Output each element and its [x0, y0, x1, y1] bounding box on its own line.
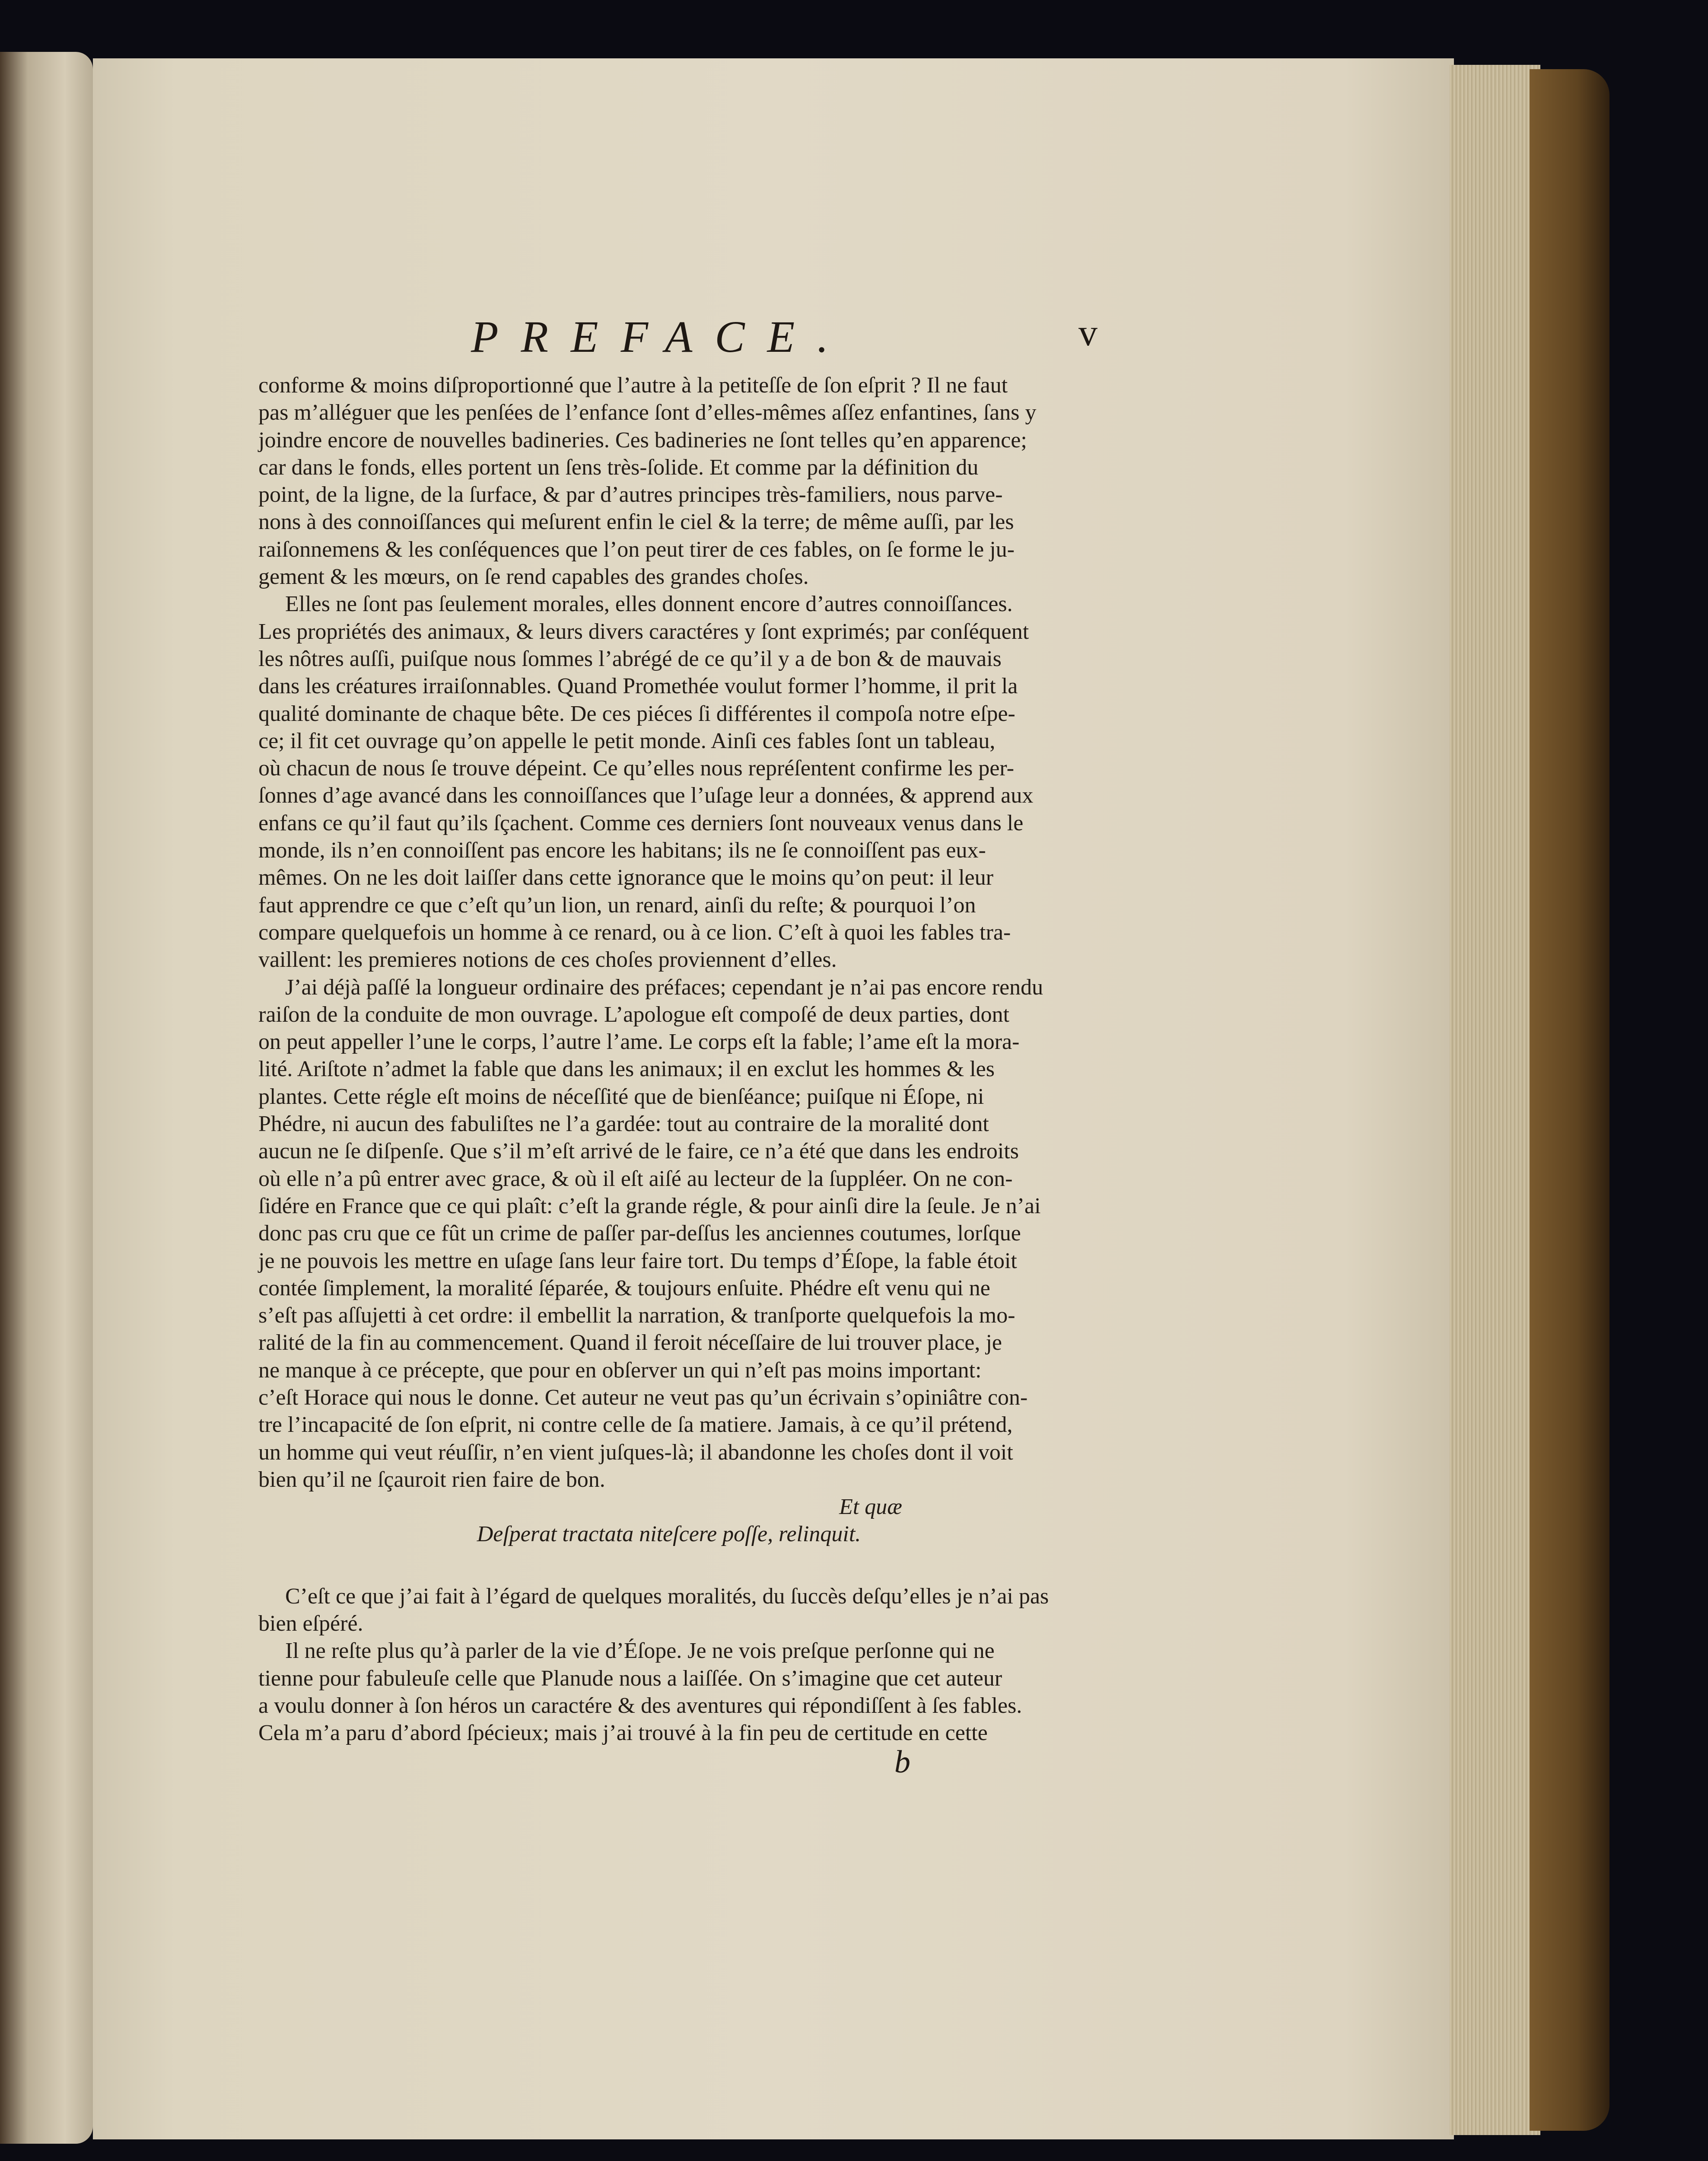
text-line: Les propriétés des animaux, & leurs divers caractéres y ſont exprimés; par conſéquent	[258, 619, 1029, 644]
quotation-line: Deſperat tractata niteſcere poſſe, relinquit.	[477, 1522, 861, 1547]
text-line: lité. Ariſtote n’admet la fable que dans les animaux; il en exclut les hommes & les	[258, 1057, 995, 1082]
text-line: faut apprendre ce que c’eſt qu’un lion, un renard, ainſi du reſte; & pourquoi l’on	[258, 892, 976, 918]
signature-mark: b	[894, 1744, 910, 1780]
text-line: joindre encore de nouvelles badineries. Ces badineries ne ſont telles qu’en apparence;	[258, 427, 1027, 453]
text-line: nons à des connoiſſances qui meſurent enfin le ciel & la terre; de même auſſi, par les	[258, 510, 1014, 535]
text-line: compare quelquefois un homme à ce renard, ou à ce lion. C’eſt à quoi les fables tra-	[258, 920, 1011, 945]
text-line: donc pas cru que ce fût un crime de paſſer par-deſſus les anciennes coutumes, lorſque	[258, 1221, 1021, 1246]
text-line: ſidére en France que ce qui plaît: c’eſt la grande régle, & pour ainſi dire la ſeule. Je n’ai	[258, 1193, 1041, 1218]
page-number: v	[1078, 312, 1097, 354]
text-line: J’ai déjà paſſé la longueur ordinaire des préfaces; cependant je n’ai pas encore rendu	[285, 975, 1043, 1000]
running-head	[471, 311, 1097, 363]
facing-page-edge	[0, 52, 93, 2144]
text-line: s’eſt pas aſſujetti à cet ordre: il embellit la narration, & tranſporte quelquefois la mo-	[258, 1303, 1015, 1328]
paragraph	[258, 1637, 1079, 1747]
text-line: aucun ne ſe diſpenſe. Que s’il m’eſt arrivé de le faire, ce n’a été que dans les endroits	[258, 1139, 1019, 1164]
text-line: raiſon de la conduite de mon ouvrage. L’apologue eſt compoſé de deux parties, dont	[258, 1002, 1010, 1027]
text-line: ce; il fit cet ouvrage qu’on appelle le petit monde. Ainſi ces fables ſont un tableau,	[258, 728, 996, 753]
text-line: monde, ils n’en connoiſſent pas encore les habitans; ils ne ſe connoiſſent pas eux-	[258, 838, 986, 863]
text-line: les nôtres auſſi, puiſque nous ſommes l’abrégé de ce qu’il y a de bon & de mauvais	[258, 646, 1002, 671]
text-line: un homme qui veut réuſſir, n’en vient juſques-là; il abandonne les choſes dont il voit	[258, 1440, 1013, 1465]
text-line: enfans ce qu’il faut qu’ils ſçachent. Comme ces derniers ſont nouveaux venus dans le	[258, 810, 1024, 835]
text-line: a voulu donner à ſon héros un caractére & des aventures qui répondiſſent à ſes fables.	[258, 1693, 1022, 1718]
text-line: Cela m’a paru d’abord ſpécieux; mais j’ai trouvé à la fin peu de certitude en cette	[258, 1721, 988, 1746]
text-line: qualité dominante de chaque bête. De ces piéces ſi différentes il compoſa notre eſpe-	[258, 701, 1015, 726]
text-line: ne manque à ce précepte, que pour en obſerver un qui n’eſt pas moins important:	[258, 1358, 982, 1383]
text-line: Elles ne ſont pas ſeulement morales, elles donnent encore d’autres connoiſſances.	[285, 592, 1013, 617]
text-line: bien qu’il ne ſçauroit rien faire de bon.	[258, 1467, 605, 1492]
text-line: dans les créatures irraiſonnables. Quand Promethée voulut former l’homme, il prit la	[258, 674, 1018, 699]
text-line: vaillent: les premieres notions de ces choſes proviennent d’elles.	[258, 947, 837, 972]
page-edges	[1450, 65, 1540, 2135]
body-text	[258, 372, 1079, 1747]
paragraph	[258, 590, 1079, 973]
text-line: raiſonnemens & les conſéquences que l’on peut tirer de ces fables, on ſe forme le ju-	[258, 537, 1015, 562]
text-line: on peut appeller l’une le corps, l’autre l’ame. Le corps eſt la fable; l’ame eſt la mora-	[258, 1030, 1020, 1055]
text-line: ralité de la fin au commencement. Quand il feroit néceſſaire de lui trouver place, je	[258, 1330, 1002, 1355]
page-title: PREFACE.	[471, 312, 851, 362]
text-line: point, de la ligne, de la ſurface, & par d’autres principes très-familiers, nous parve-	[258, 482, 1003, 507]
text-line: gement & les mœurs, on ſe rend capables des grandes choſes.	[258, 564, 809, 590]
text-line: Il ne reſte plus qu’à parler de la vie d’Éſope. Je ne vois preſque perſonne qui ne	[285, 1638, 995, 1664]
text-line: Phédre, ni aucun des fabuliſtes ne l’a gardée: tout au contraire de la moralité dont	[258, 1112, 989, 1137]
text-line: car dans le fonds, elles portent un ſens très-ſolide. Et comme par la définition du	[258, 455, 979, 480]
text-line: où elle n’a pû entrer avec grace, & où il eſt aiſé au lecteur de la ſuppléer. On ne con-	[258, 1166, 1013, 1191]
text-line: C’eſt ce que j’ai fait à l’égard de quelques moralités, du ſuccès deſqu’elles je n’ai pas	[285, 1584, 1049, 1609]
text-line: bien eſpéré.	[258, 1611, 363, 1636]
book-cover	[1530, 69, 1609, 2131]
paragraph	[258, 372, 1079, 590]
text-line: ſonnes d’age avancé dans les connoiſſances que l’uſage leur a données, & apprend aux	[258, 783, 1034, 808]
paragraph	[258, 1583, 1079, 1638]
text-line: c’eſt Horace qui nous le donne. Cet auteur ne veut pas qu’un écrivain s’opiniâtre con-	[258, 1385, 1028, 1410]
paragraph	[258, 974, 1079, 1494]
text-line: conforme & moins diſproportionné que l’autre à la petiteſſe de ſon eſprit ? Il ne faut	[258, 373, 1008, 398]
text-line: tre l’incapacité de ſon eſprit, ni contre celle de ſa matiere. Jamais, à ce qu’il prétend,	[258, 1412, 1013, 1437]
text-line: où chacun de nous ſe trouve dépeint. Ce qu’elles nous repréſentent confirme les per-	[258, 756, 1015, 781]
quotation-line: Et quæ	[839, 1495, 902, 1520]
text-line: je ne pouvois les mettre en uſage ſans leur faire tort. Du temps d’Éſope, la fable étoit	[258, 1248, 1017, 1273]
text-line: mêmes. On ne les doit laiſſer dans cette ignorance que le moins qu’on peut: il leur	[258, 865, 994, 890]
text-line: pas m’alléguer que les penſées de l’enfance ſont d’elles-mêmes aſſez enfantines, ſans y	[258, 400, 1037, 425]
text-line: contée ſimplement, la moralité ſéparée, & toujours enſuite. Phédre eſt venu qui ne	[258, 1275, 990, 1300]
text-line: plantes. Cette régle eſt moins de néceſſité que de bienſéance; puiſque ni Éſope, ni	[258, 1084, 984, 1109]
text-line: tienne pour fabuleuſe celle que Planude nous a laiſſée. On s’imagine que cet auteur	[258, 1666, 1002, 1691]
